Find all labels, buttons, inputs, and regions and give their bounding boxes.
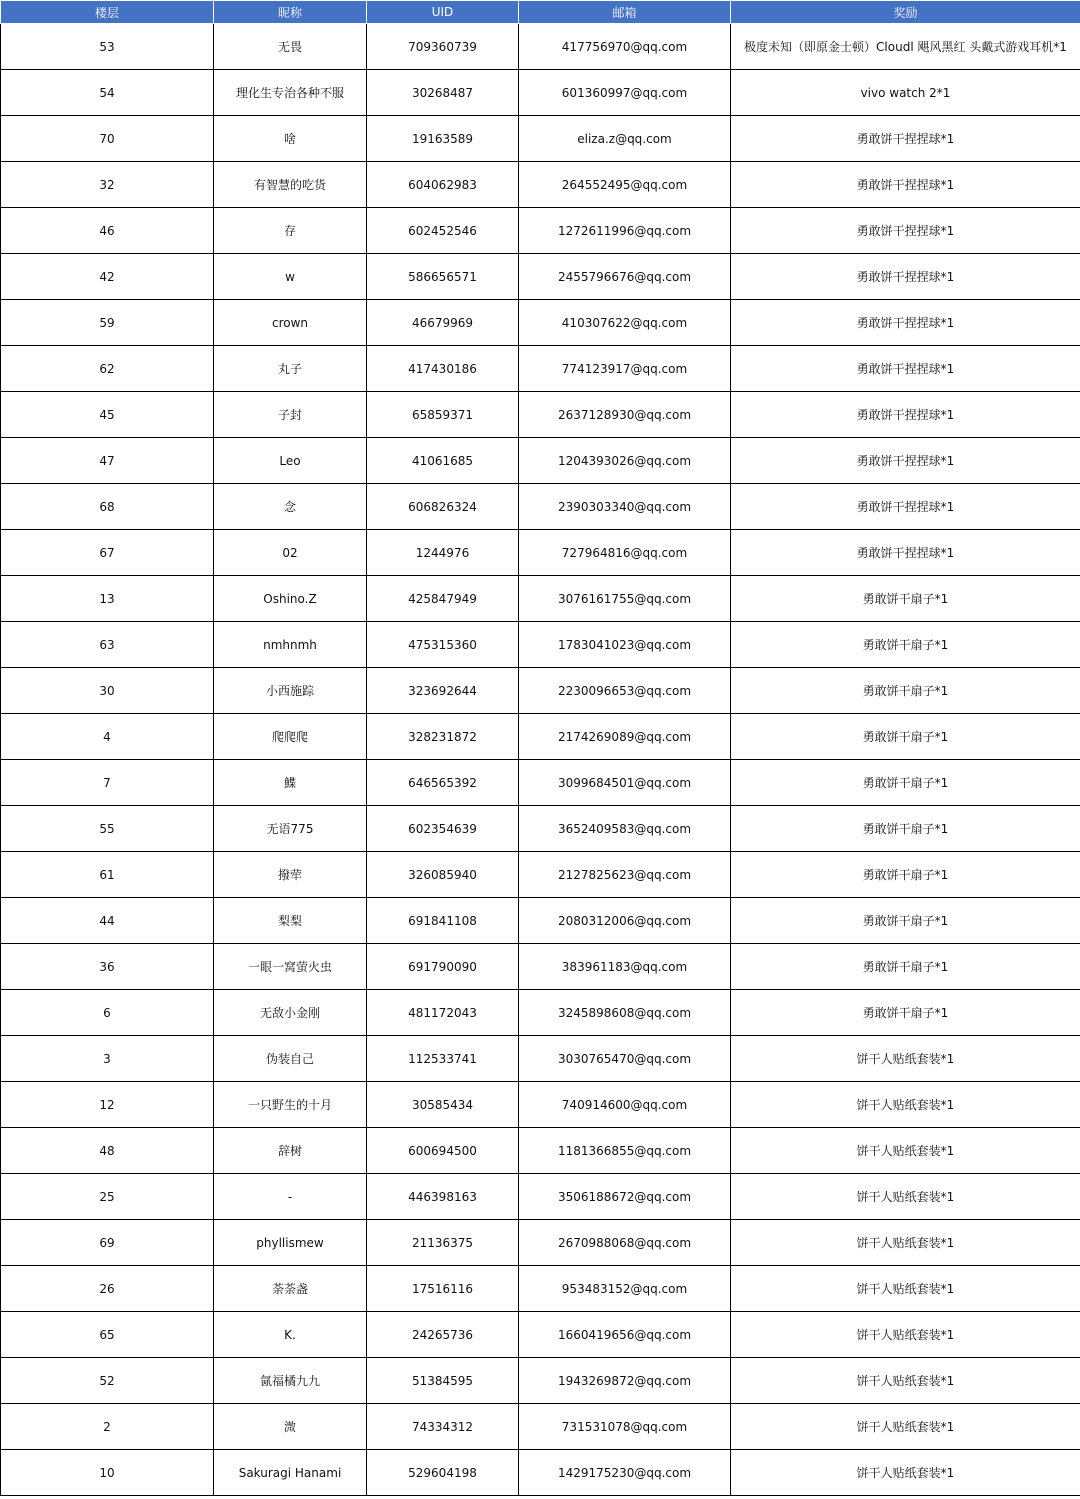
cell-nickname: 念: [214, 484, 367, 530]
cell-nickname: 溦: [214, 1404, 367, 1450]
table-row: [1, 1312, 1080, 1358]
table-row: [1, 300, 1080, 346]
table-row: [1, 1450, 1080, 1496]
cell-floor: 13: [1, 576, 214, 622]
cell-uid: 24265736: [367, 1312, 519, 1358]
table-row: [1, 760, 1080, 806]
cell-nickname: 爬爬爬: [214, 714, 367, 760]
cell-uid: 326085940: [367, 852, 519, 898]
cell-floor: 52: [1, 1358, 214, 1404]
table-row: [1, 944, 1080, 990]
cell-email: eliza.z@qq.com: [519, 116, 731, 162]
table-row: [1, 852, 1080, 898]
cell-uid: 481172043: [367, 990, 519, 1036]
cell-email: 2637128930@qq.com: [519, 392, 731, 438]
cell-email: 1783041023@qq.com: [519, 622, 731, 668]
cell-uid: 646565392: [367, 760, 519, 806]
cell-nickname: Oshino.Z: [214, 576, 367, 622]
cell-uid: 323692644: [367, 668, 519, 714]
cell-nickname: 无语775: [214, 806, 367, 852]
header-uid: UID: [367, 1, 519, 24]
table-row: [1, 254, 1080, 300]
cell-email: 383961183@qq.com: [519, 944, 731, 990]
cell-uid: 46679969: [367, 300, 519, 346]
cell-reward: 勇敢饼干扇子*1: [731, 898, 1080, 944]
cell-reward: 饼干人贴纸套装*1: [731, 1174, 1080, 1220]
cell-floor: 67: [1, 530, 214, 576]
cell-nickname: Sakuragi Hanami: [214, 1450, 367, 1496]
cell-nickname: K.: [214, 1312, 367, 1358]
cell-reward: 饼干人贴纸套装*1: [731, 1082, 1080, 1128]
cell-email: 2390303340@qq.com: [519, 484, 731, 530]
table-row: [1, 1128, 1080, 1174]
cell-floor: 32: [1, 162, 214, 208]
cell-nickname: w: [214, 254, 367, 300]
cell-reward: 勇敢饼干扇子*1: [731, 760, 1080, 806]
table-row: [1, 116, 1080, 162]
cell-reward: 勇敢饼干扇子*1: [731, 668, 1080, 714]
cell-email: 1272611996@qq.com: [519, 208, 731, 254]
cell-floor: 10: [1, 1450, 214, 1496]
cell-email: 731531078@qq.com: [519, 1404, 731, 1450]
table-row: [1, 530, 1080, 576]
cell-nickname: 鰈: [214, 760, 367, 806]
table-row: [1, 576, 1080, 622]
cell-floor: 3: [1, 1036, 214, 1082]
cell-uid: 475315360: [367, 622, 519, 668]
table-row: [1, 622, 1080, 668]
cell-email: 3030765470@qq.com: [519, 1036, 731, 1082]
table-row: [1, 24, 1080, 70]
cell-email: 1204393026@qq.com: [519, 438, 731, 484]
cell-email: 1181366855@qq.com: [519, 1128, 731, 1174]
cell-reward: 勇敢饼干捏捏球*1: [731, 438, 1080, 484]
cell-floor: 63: [1, 622, 214, 668]
cell-nickname: 啥: [214, 116, 367, 162]
cell-floor: 46: [1, 208, 214, 254]
cell-reward: 勇敢饼干捏捏球*1: [731, 208, 1080, 254]
cell-uid: 417430186: [367, 346, 519, 392]
table-row: [1, 1404, 1080, 1450]
cell-email: 727964816@qq.com: [519, 530, 731, 576]
cell-floor: 36: [1, 944, 214, 990]
cell-uid: 606826324: [367, 484, 519, 530]
table-row: [1, 990, 1080, 1036]
cell-nickname: 有智慧的吃货: [214, 162, 367, 208]
cell-uid: 1244976: [367, 530, 519, 576]
cell-reward: 饼干人贴纸套装*1: [731, 1312, 1080, 1358]
cell-uid: 691841108: [367, 898, 519, 944]
cell-email: 2174269089@qq.com: [519, 714, 731, 760]
table-row: [1, 70, 1080, 116]
cell-email: 774123917@qq.com: [519, 346, 731, 392]
cell-floor: 42: [1, 254, 214, 300]
cell-nickname: 丸子: [214, 346, 367, 392]
cell-reward: 勇敢饼干捏捏球*1: [731, 300, 1080, 346]
cell-floor: 55: [1, 806, 214, 852]
cell-reward: 勇敢饼干捏捏球*1: [731, 530, 1080, 576]
cell-reward: 勇敢饼干捏捏球*1: [731, 484, 1080, 530]
cell-floor: 25: [1, 1174, 214, 1220]
cell-reward: 饼干人贴纸套装*1: [731, 1450, 1080, 1496]
cell-floor: 65: [1, 1312, 214, 1358]
cell-nickname: 02: [214, 530, 367, 576]
cell-reward: 饼干人贴纸套装*1: [731, 1220, 1080, 1266]
cell-reward: 饼干人贴纸套装*1: [731, 1404, 1080, 1450]
table-row: [1, 392, 1080, 438]
cell-reward: 极度未知（即原金士顿）Cloudl 飓风黑红 头戴式游戏耳机*1: [731, 24, 1080, 70]
table-row: [1, 1036, 1080, 1082]
cell-floor: 4: [1, 714, 214, 760]
cell-floor: 68: [1, 484, 214, 530]
cell-floor: 6: [1, 990, 214, 1036]
table-header: [1, 1, 1080, 24]
cell-email: 417756970@qq.com: [519, 24, 731, 70]
cell-email: 2455796676@qq.com: [519, 254, 731, 300]
table-row: [1, 1082, 1080, 1128]
cell-reward: 勇敢饼干扇子*1: [731, 852, 1080, 898]
cell-nickname: 撥荦: [214, 852, 367, 898]
cell-email: 3652409583@qq.com: [519, 806, 731, 852]
cell-nickname: crown: [214, 300, 367, 346]
cell-floor: 30: [1, 668, 214, 714]
cell-nickname: 一只野生的十月: [214, 1082, 367, 1128]
cell-uid: 74334312: [367, 1404, 519, 1450]
cell-nickname: 一眼一窝萤火虫: [214, 944, 367, 990]
cell-floor: 7: [1, 760, 214, 806]
cell-email: 1429175230@qq.com: [519, 1450, 731, 1496]
cell-reward: 勇敢饼干扇子*1: [731, 622, 1080, 668]
cell-email: 3099684501@qq.com: [519, 760, 731, 806]
cell-nickname: Leo: [214, 438, 367, 484]
cell-uid: 529604198: [367, 1450, 519, 1496]
cell-email: 601360997@qq.com: [519, 70, 731, 116]
cell-floor: 53: [1, 24, 214, 70]
header-row: [1, 1, 1080, 24]
cell-reward: 饼干人贴纸套装*1: [731, 1036, 1080, 1082]
cell-email: 3506188672@qq.com: [519, 1174, 731, 1220]
cell-nickname: 无畏: [214, 24, 367, 70]
cell-uid: 586656571: [367, 254, 519, 300]
cell-reward: 勇敢饼干扇子*1: [731, 714, 1080, 760]
cell-floor: 47: [1, 438, 214, 484]
cell-uid: 51384595: [367, 1358, 519, 1404]
header-email: 邮箱: [519, 1, 731, 24]
table-row: [1, 484, 1080, 530]
header-floor: 楼层: [1, 1, 214, 24]
cell-reward: 饼干人贴纸套装*1: [731, 1358, 1080, 1404]
cell-floor: 69: [1, 1220, 214, 1266]
cell-nickname: 氤福橘九九: [214, 1358, 367, 1404]
table-row: [1, 1174, 1080, 1220]
cell-nickname: phyllismew: [214, 1220, 367, 1266]
cell-uid: 112533741: [367, 1036, 519, 1082]
cell-email: 2127825623@qq.com: [519, 852, 731, 898]
cell-reward: 勇敢饼干扇子*1: [731, 806, 1080, 852]
cell-reward: vivo watch 2*1: [731, 70, 1080, 116]
cell-email: 410307622@qq.com: [519, 300, 731, 346]
table-row: [1, 1358, 1080, 1404]
table-row: [1, 898, 1080, 944]
cell-floor: 70: [1, 116, 214, 162]
cell-reward: 饼干人贴纸套装*1: [731, 1128, 1080, 1174]
cell-nickname: 无敌小金刚: [214, 990, 367, 1036]
cell-email: 2230096653@qq.com: [519, 668, 731, 714]
cell-nickname: 小西施踪: [214, 668, 367, 714]
cell-floor: 45: [1, 392, 214, 438]
cell-nickname: 存: [214, 208, 367, 254]
table-row: [1, 162, 1080, 208]
cell-nickname: 梨梨: [214, 898, 367, 944]
cell-uid: 19163589: [367, 116, 519, 162]
cell-reward: 勇敢饼干捏捏球*1: [731, 392, 1080, 438]
cell-uid: 17516116: [367, 1266, 519, 1312]
cell-email: 3076161755@qq.com: [519, 576, 731, 622]
cell-reward: 勇敢饼干扇子*1: [731, 990, 1080, 1036]
cell-reward: 勇敢饼干扇子*1: [731, 944, 1080, 990]
cell-nickname: 辞树: [214, 1128, 367, 1174]
table-row: [1, 208, 1080, 254]
cell-nickname: 伪装自己: [214, 1036, 367, 1082]
cell-uid: 30585434: [367, 1082, 519, 1128]
cell-floor: 59: [1, 300, 214, 346]
table-row: [1, 714, 1080, 760]
cell-nickname: 荼荼盏: [214, 1266, 367, 1312]
cell-email: 953483152@qq.com: [519, 1266, 731, 1312]
cell-uid: 65859371: [367, 392, 519, 438]
cell-uid: 30268487: [367, 70, 519, 116]
table-row: [1, 668, 1080, 714]
cell-floor: 61: [1, 852, 214, 898]
cell-nickname: -: [214, 1174, 367, 1220]
table-row: [1, 1266, 1080, 1312]
cell-uid: 691790090: [367, 944, 519, 990]
cell-floor: 26: [1, 1266, 214, 1312]
cell-nickname: nmhnmh: [214, 622, 367, 668]
cell-uid: 602452546: [367, 208, 519, 254]
cell-uid: 604062983: [367, 162, 519, 208]
cell-floor: 48: [1, 1128, 214, 1174]
cell-nickname: 子封: [214, 392, 367, 438]
header-nickname: 昵称: [214, 1, 367, 24]
cell-email: 740914600@qq.com: [519, 1082, 731, 1128]
cell-uid: 425847949: [367, 576, 519, 622]
cell-email: 3245898608@qq.com: [519, 990, 731, 1036]
cell-floor: 54: [1, 70, 214, 116]
cell-floor: 62: [1, 346, 214, 392]
table-row: [1, 438, 1080, 484]
cell-reward: 勇敢饼干捏捏球*1: [731, 254, 1080, 300]
cell-uid: 446398163: [367, 1174, 519, 1220]
table-row: [1, 806, 1080, 852]
cell-email: 1943269872@qq.com: [519, 1358, 731, 1404]
cell-floor: 44: [1, 898, 214, 944]
cell-floor: 12: [1, 1082, 214, 1128]
cell-email: 2670988068@qq.com: [519, 1220, 731, 1266]
cell-reward: 饼干人贴纸套装*1: [731, 1266, 1080, 1312]
cell-nickname: 理化生专治各种不服: [214, 70, 367, 116]
cell-floor: 2: [1, 1404, 214, 1450]
table-row: [1, 346, 1080, 392]
table-body: [1, 24, 1080, 1496]
cell-reward: 勇敢饼干扇子*1: [731, 576, 1080, 622]
cell-uid: 600694500: [367, 1128, 519, 1174]
header-reward: 奖励: [731, 1, 1080, 24]
cell-uid: 328231872: [367, 714, 519, 760]
cell-uid: 41061685: [367, 438, 519, 484]
cell-email: 1660419656@qq.com: [519, 1312, 731, 1358]
cell-uid: 21136375: [367, 1220, 519, 1266]
cell-uid: 709360739: [367, 24, 519, 70]
cell-reward: 勇敢饼干捏捏球*1: [731, 116, 1080, 162]
cell-email: 2080312006@qq.com: [519, 898, 731, 944]
cell-reward: 勇敢饼干捏捏球*1: [731, 346, 1080, 392]
cell-reward: 勇敢饼干捏捏球*1: [731, 162, 1080, 208]
cell-email: 264552495@qq.com: [519, 162, 731, 208]
table-row: [1, 1220, 1080, 1266]
cell-uid: 602354639: [367, 806, 519, 852]
